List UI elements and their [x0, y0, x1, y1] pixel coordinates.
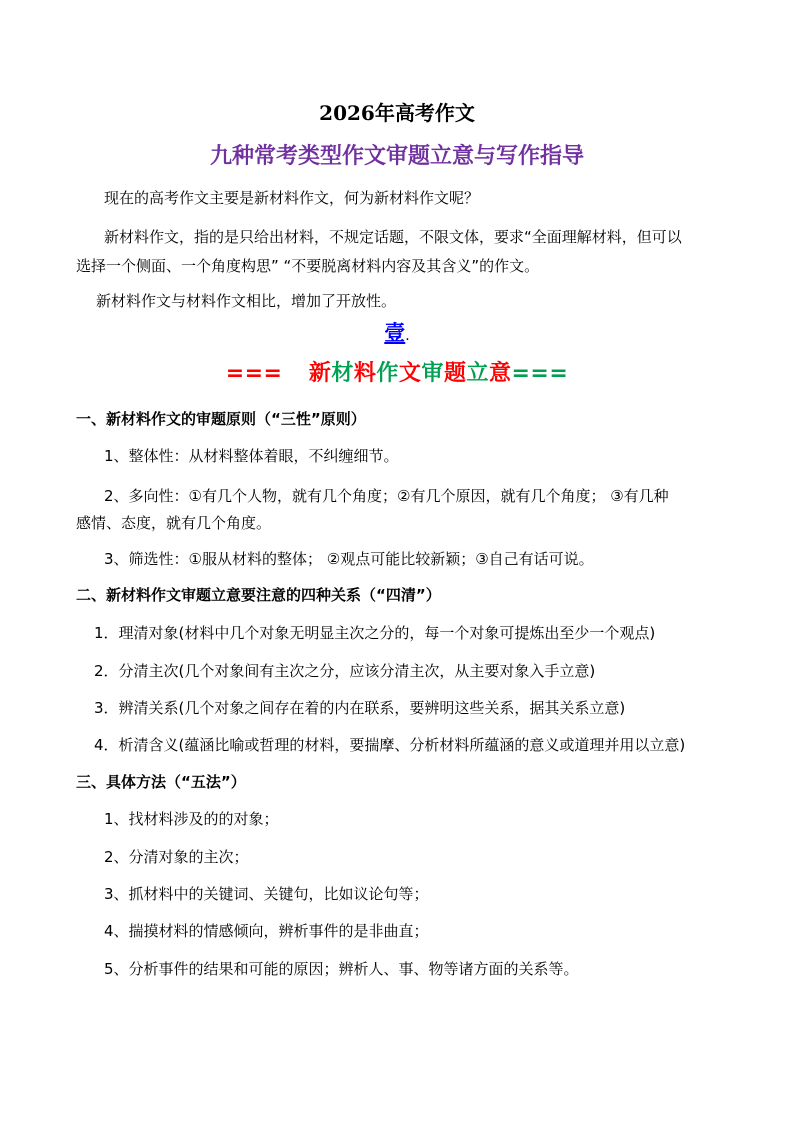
banner-char-7: 题	[443, 361, 467, 386]
banner-char-9: 意	[488, 361, 512, 386]
banner-char-5: 文	[398, 361, 422, 386]
section-2-item: 4．析清含义(蕴涵比喻或哲理的材料，要揣摩、分析材料所蕴涵的意义或道理并用以立意)	[94, 736, 686, 754]
section-3-item: 3、抓材料中的关键词、关键句，比如议论句等；	[104, 885, 429, 903]
banner-suffix: ===	[511, 361, 569, 386]
intro-paragraph-1: 现在的高考作文主要是新材料作文，何为新材料作文呢？	[104, 189, 480, 207]
banner-prefix: ===	[225, 361, 283, 386]
intro-paragraph-2-line-1: 新材料作文，指的是只给出材料，不规定话题，不限文体，要求“全面理解材料，但可以	[104, 228, 682, 246]
page-subtitle: 九种常考类型作文审题立意与写作指导	[209, 143, 584, 169]
section-3-item: 1、找材料涉及的的对象；	[104, 810, 279, 828]
section-2-heading: 二、新材料作文审题立意要注意的四种关系（“四清”）	[76, 586, 441, 604]
section-1-item-2-line-2: 感情、态度，就有几个角度。	[76, 514, 272, 532]
section-2-item: 3．辨清关系(几个对象之间存在着的内在联系，要辨明这些关系，据其关系立意)	[94, 699, 626, 717]
section-1-item-3: 3、筛选性：①服从材料的整体； ②观点可能比较新颖；③自己有话可说。	[104, 550, 594, 568]
section-2-item: 1．理清对象(材料中几个对象无明显主次之分的，每一个对象可提炼出至少一个观点)	[94, 624, 656, 642]
banner-char-8: 立	[466, 361, 489, 386]
section-3-item: 5、分析事件的结果和可能的原因；辨析人、事、物等诸方面的关系等。	[104, 960, 579, 978]
intro-paragraph-3: 新材料作文与材料作文相比，增加了开放性。	[96, 292, 397, 310]
banner-char-6: 审	[421, 361, 444, 386]
banner-char-3: 料	[353, 361, 377, 386]
section-3-item: 4、揣摸材料的情感倾向，辨析事件的是非曲直；	[104, 922, 429, 940]
banner-char-2: 材	[331, 361, 354, 386]
section-2-item: 2．分清主次(几个对象间有主次之分，应该分清主次，从主要对象入手立意)	[94, 662, 596, 680]
section-1-item-2-line-1: 2、多向性：①有几个人物，就有几个角度；②有几个原因，就有几个角度； ③有几种	[104, 487, 669, 505]
intro-paragraph-2-line-2: 选择一个侧面、一个角度构思” “不要脱离材料内容及其含义”的作文。	[76, 257, 540, 275]
banner-char-1: 新	[308, 361, 332, 386]
section-numeral-dot: .	[405, 328, 410, 344]
section-banner	[0, 356, 794, 387]
banner-char-4: 作	[376, 361, 399, 386]
section-1-item-1: 1、整体性：从材料整体着眼，不纠缠细节。	[104, 447, 399, 465]
section-3-heading: 三、具体方法（“五法”）	[76, 773, 246, 791]
section-numeral	[0, 317, 794, 347]
page-title: 2026年高考作文	[319, 101, 475, 125]
section-numeral-char: 壹	[384, 321, 406, 345]
section-3-item: 2、分清对象的主次；	[104, 848, 249, 866]
section-1-heading: 一、新材料作文的审题原则（“三性”原则）	[76, 410, 366, 428]
